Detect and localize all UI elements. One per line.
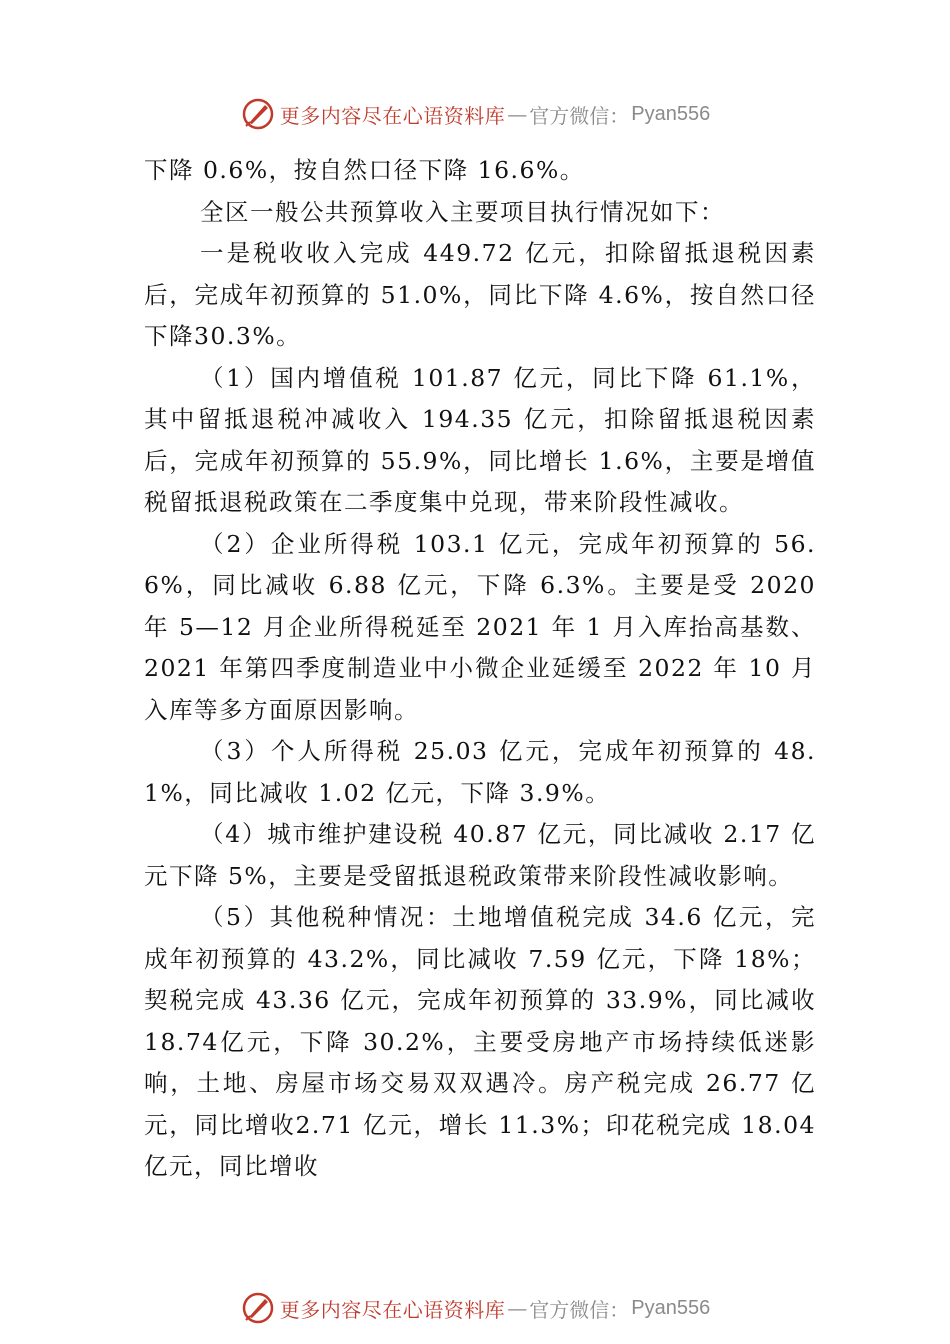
document-body: [144, 150, 816, 1188]
paragraph-continuation: 下降 0.6%，按自然口径下降 16.6%。: [144, 156, 585, 184]
paragraph-intro: 全区一般公共预算收入主要项目执行情况如下：: [200, 197, 725, 226]
quill-pen-logo-icon: [240, 1290, 276, 1326]
footer-watermark: [0, 1288, 950, 1328]
watermark-label: 官方微信：: [529, 1297, 630, 1322]
paragraph-other-taxes: （5）其他税种情况：土地增值税完成 34.6 亿元，完成年初预算的 43.2%，同比减收 7.59 亿元，下降 18%；契税完成 43.36 亿元，完成年初预算的 33.9%，同比减收 18.74亿元，下降 30.2%，主要受房地产市场持续低迷影响，土地、房屋市场交易双双遇冷。房产税完成 26.77 亿元，同比增收2.71 亿元，增长 11.3%；印花税完成 18.04 亿元，同比增收: [144, 903, 816, 1180]
watermark-wechat-id: Pyan556: [631, 1296, 711, 1319]
paragraph-vat: （1）国内增值税 101.87 亿元，同比下降 61.1%，其中留抵退税冲减收入 194.35 亿元，扣除留抵退税因素后，完成年初预算的 55.9%，同比增长 1.6%，主要是增值税留抵退税政策在二季度集中兑现，带来阶段性减收。: [144, 363, 816, 516]
paragraph-tax-revenue: 一是税收收入完成 449.72 亿元，扣除留抵退税因素后，完成年初预算的 51.0%，同比下降 4.6%，按自然口径下降30.3%。: [144, 239, 816, 350]
header-watermark: [0, 94, 950, 134]
watermark-wechat-id: Pyan556: [631, 102, 711, 125]
quill-pen-logo-icon: [240, 96, 276, 132]
paragraph-personal-income-tax: （3）个人所得税 25.03 亿元，完成年初预算的 48.1%，同比减收 1.02 亿元，下降 3.9%。: [144, 737, 816, 807]
watermark-separator: —: [507, 1296, 528, 1320]
watermark-label: 官方微信：: [529, 103, 630, 128]
paragraph-corporate-income-tax: （2）企业所得税 103.1 亿元，完成年初预算的 56.6%，同比减收 6.88 亿元，下降 6.3%。主要是受 2020 年 5—12 月企业所得税延至 2021 年 1 月入库抬高基数、2021 年第四季度制造业中小微企业延缓至 2022 年 10 月入库等多方面原因影响。: [144, 529, 816, 724]
watermark-separator: —: [507, 102, 528, 126]
watermark-site-text: 更多内容尽在心语资料库: [279, 103, 506, 128]
watermark-site-text: 更多内容尽在心语资料库: [279, 1297, 506, 1322]
paragraph-urban-maintenance-tax: （4）城市维护建设税 40.87 亿元，同比减收 2.17 亿元下降 5%，主要是受留抵退税政策带来阶段性减收影响。: [144, 820, 816, 890]
